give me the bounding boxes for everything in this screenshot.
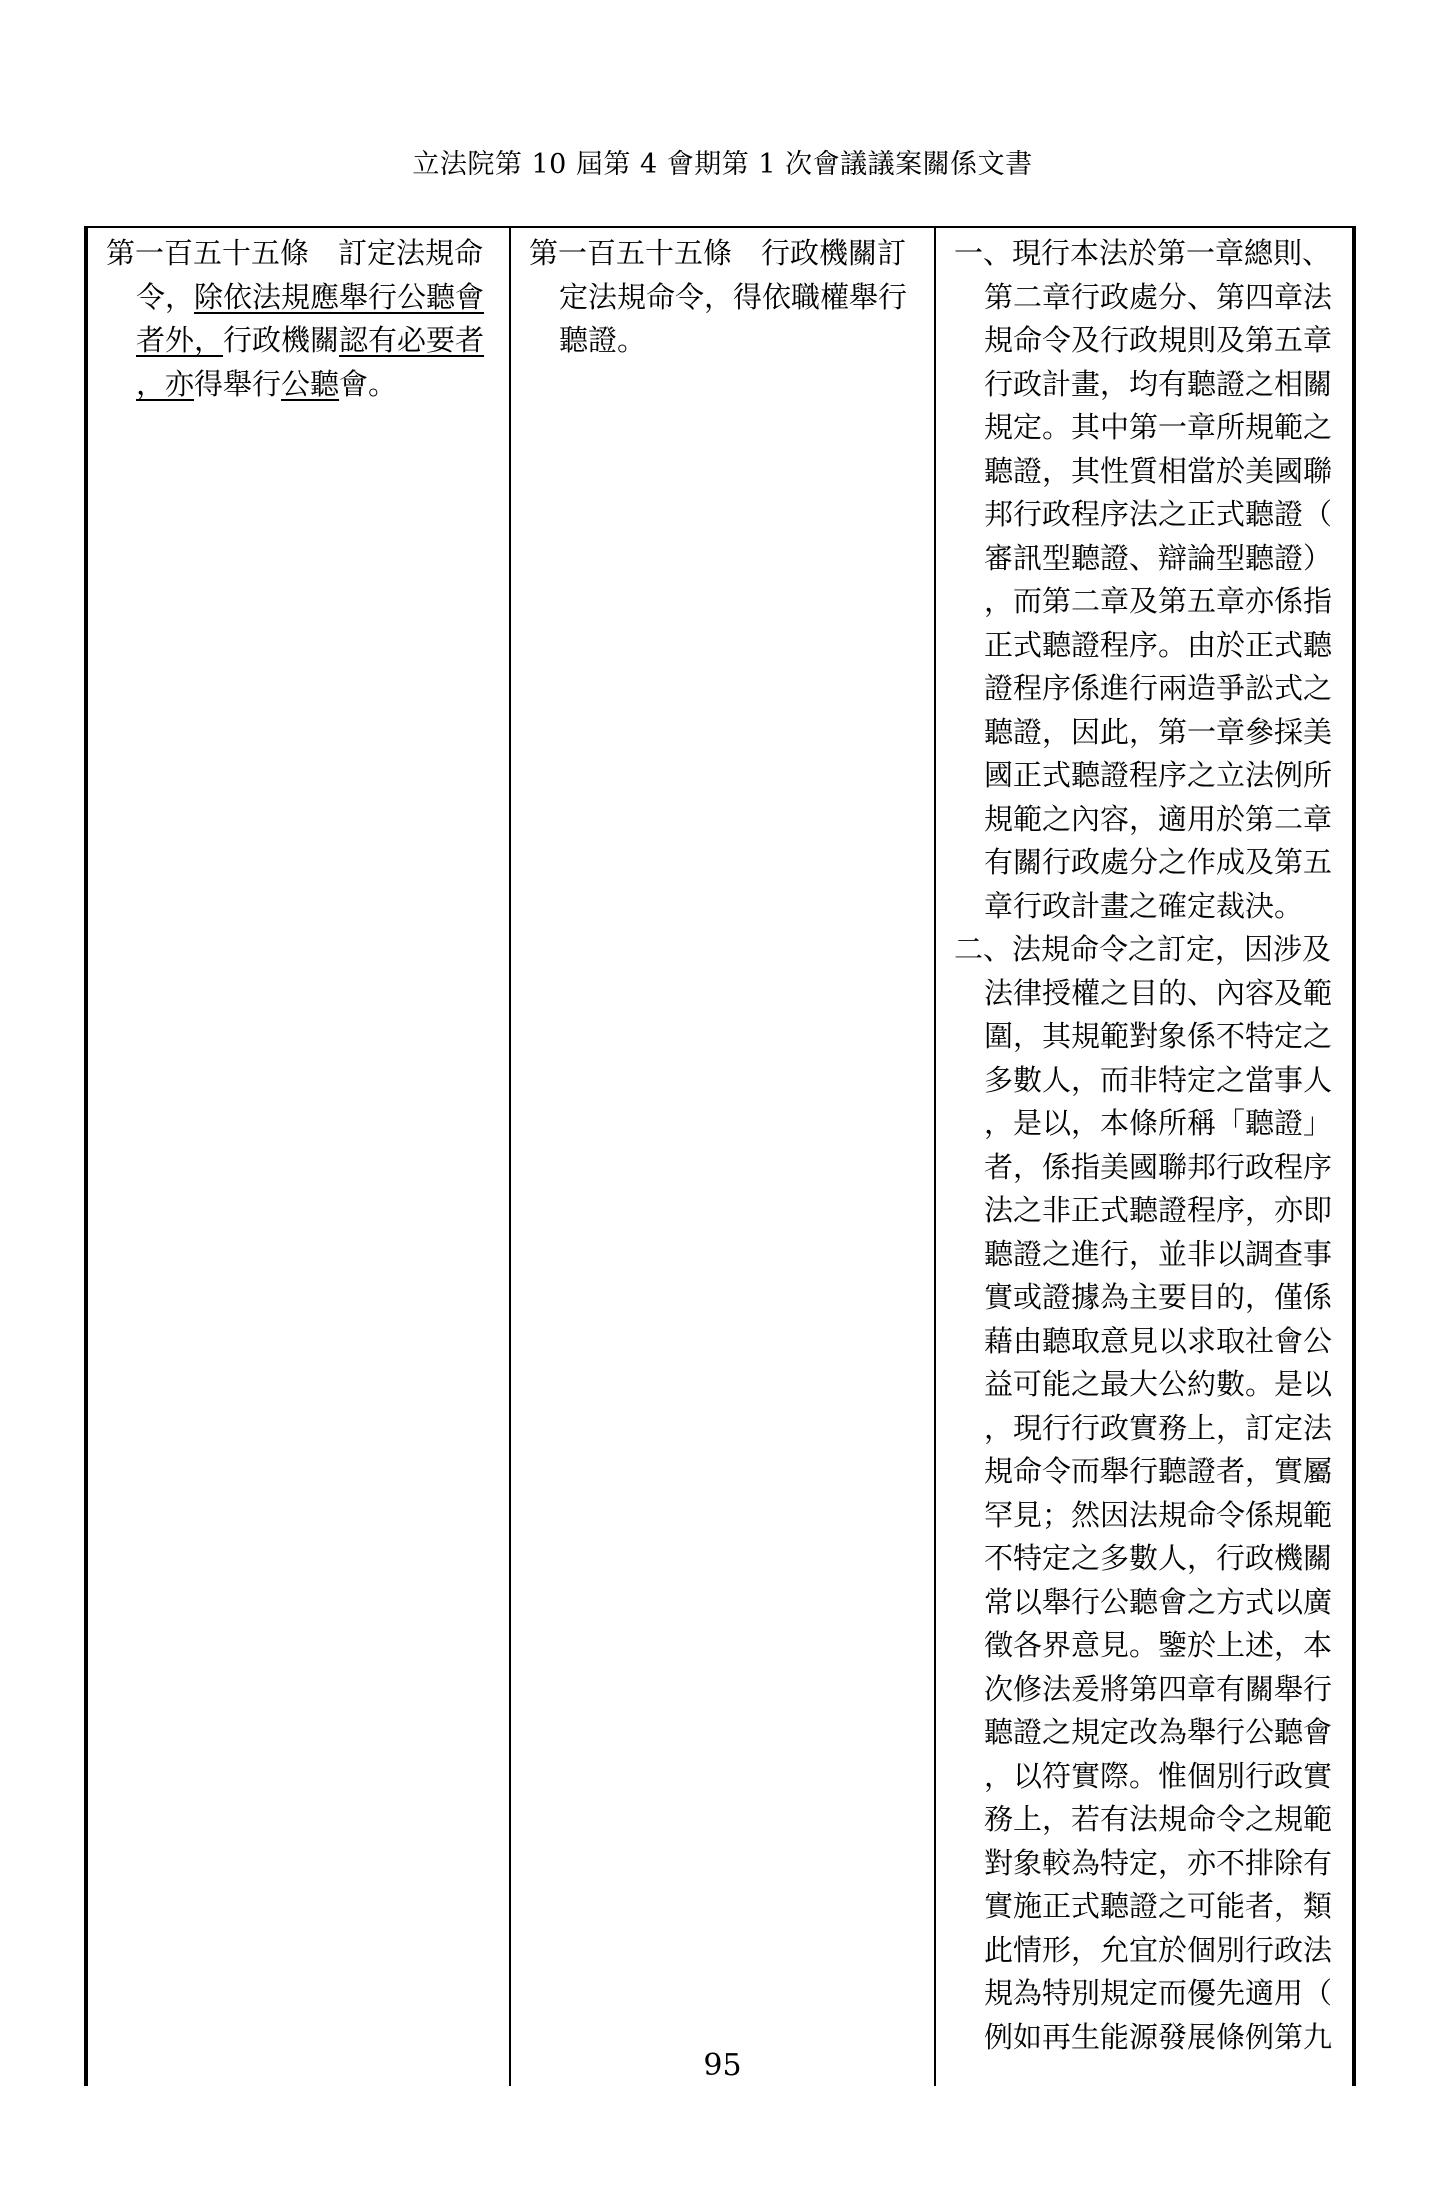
proposed-article-cell: [106, 232, 506, 406]
explanation-line: 徵各界意見。鑒於上述，本: [984, 1628, 1333, 1662]
explanation-line: 聽證，因此，第一章參採美: [984, 714, 1333, 749]
explanation-line: 二、法規命令之訂定，因涉及: [954, 932, 1332, 966]
current-line: 第一百五十五條 行政機關訂: [529, 236, 907, 270]
explanation-line: 規範之內容，適用於第二章: [984, 801, 1333, 836]
explanation-line: 國正式聽證程序之立法例所: [984, 758, 1333, 792]
document-header: 立法院第 10 屆第 4 會期第 1 次會議議案關係文書: [412, 149, 1033, 180]
current-line: 定法規命令，得依職權舉行: [559, 279, 908, 314]
amended-text: 公聽: [281, 366, 340, 401]
page-number: 95: [703, 2048, 742, 2083]
explanation-line: 實或證據為主要目的，僅係: [984, 1280, 1333, 1314]
amended-text: ，亦: [136, 366, 195, 401]
explanation-line: 法之非正式聽證程序，亦即: [984, 1193, 1333, 1227]
explanation-line: 藉由聽取意見以求取社會公: [984, 1323, 1333, 1358]
explanation-line: 法律授權之目的、內容及範: [984, 975, 1333, 1010]
explanation-line: 益可能之最大公約數。是以: [984, 1367, 1333, 1401]
proposed-line: [106, 319, 506, 363]
explanation-line: 第二章行政處分、第四章法: [984, 279, 1333, 314]
explanation-line: 規命令而舉行聽證者，實屬: [984, 1454, 1333, 1488]
comparison-table: [84, 226, 1356, 2086]
explanation-line: 例如再生能源發展條例第九: [984, 2019, 1333, 2054]
explanation-line: 務上，若有法規命令之規範: [984, 1802, 1333, 1836]
current-line: 聽證。: [559, 323, 647, 357]
explanation-line: 常以舉行公聽會之方式以廣: [984, 1584, 1333, 1619]
explanation-line: ，是以，本條所稱「聽證」: [984, 1106, 1333, 1140]
amended-text: 者外，: [136, 323, 224, 357]
explanation-line: 此情形，允宜於個別行政法: [984, 1932, 1333, 1967]
explanation-line: 實施正式聽證之可能者，類: [984, 1889, 1333, 1923]
explanation-line: 次修法爰將第四章有關舉行: [984, 1671, 1333, 1706]
explanation-line: 多數人，而非特定之當事人: [984, 1062, 1333, 1097]
explanation-line: 證程序係進行兩造爭訟式之: [984, 671, 1333, 705]
explanation-line: 邦行政程序法之正式聽證（: [984, 497, 1333, 531]
explanation-line: 規命令及行政規則及第五章: [984, 323, 1333, 357]
explanation-line: 規定。其中第一章所規範之: [984, 410, 1333, 444]
explanation-line: 不特定之多數人，行政機關: [984, 1541, 1333, 1575]
column-divider-2: [934, 226, 936, 2086]
explanation-line: 正式聽證程序。由於正式聽: [984, 627, 1333, 662]
proposed-text: 行政機關: [223, 323, 340, 357]
explanation-line: ，而第二章及第五章亦係指: [984, 584, 1333, 618]
proposed-line: 第一百五十五條 訂定法規命: [106, 236, 484, 270]
column-divider-1: [509, 226, 511, 2086]
proposed-line: [106, 276, 506, 320]
explanation-line: 章行政計畫之確定裁決。: [984, 888, 1304, 923]
explanation-line: 一、現行本法於第一章總則、: [954, 236, 1332, 270]
table-right-border: [1352, 226, 1356, 2086]
explanation-line: 聽證之進行，並非以調查事: [984, 1236, 1333, 1271]
explanation-line: 審訊型聽證、辯論型聽證）: [984, 540, 1333, 575]
explanation-line: ，現行行政實務上，訂定法: [984, 1410, 1333, 1445]
table-left-border: [84, 226, 88, 2086]
amended-text: 除依法規應舉行公聽會: [194, 279, 485, 314]
table-top-border: [84, 226, 1356, 228]
explanation-cell: [954, 232, 1339, 2059]
proposed-text: 令，: [136, 279, 195, 314]
explanation-line: 者，係指美國聯邦行政程序: [984, 1149, 1333, 1184]
proposed-text: 會。: [339, 366, 398, 401]
explanation-line: 聽證之規定改為舉行公聽會: [984, 1715, 1333, 1749]
current-article-cell: [529, 232, 924, 363]
explanation-line: 規為特別規定而優先適用（: [984, 1976, 1333, 2010]
explanation-line: 對象較為特定，亦不排除有: [984, 1845, 1333, 1880]
explanation-line: 行政計畫，均有聽證之相關: [984, 366, 1333, 401]
amended-text: 認有必要者: [339, 323, 485, 357]
explanation-line: 有關行政處分之作成及第五: [984, 845, 1333, 879]
explanation-line: ，以符實際。惟個別行政實: [984, 1758, 1333, 1793]
explanation-line: 罕見；然因法規命令係規範: [984, 1497, 1333, 1532]
proposed-text: 得舉行: [194, 366, 282, 401]
explanation-line: 圍，其規範對象係不特定之: [984, 1019, 1333, 1053]
proposed-line: [106, 363, 506, 407]
explanation-line: 聽證，其性質相當於美國聯: [984, 453, 1333, 488]
